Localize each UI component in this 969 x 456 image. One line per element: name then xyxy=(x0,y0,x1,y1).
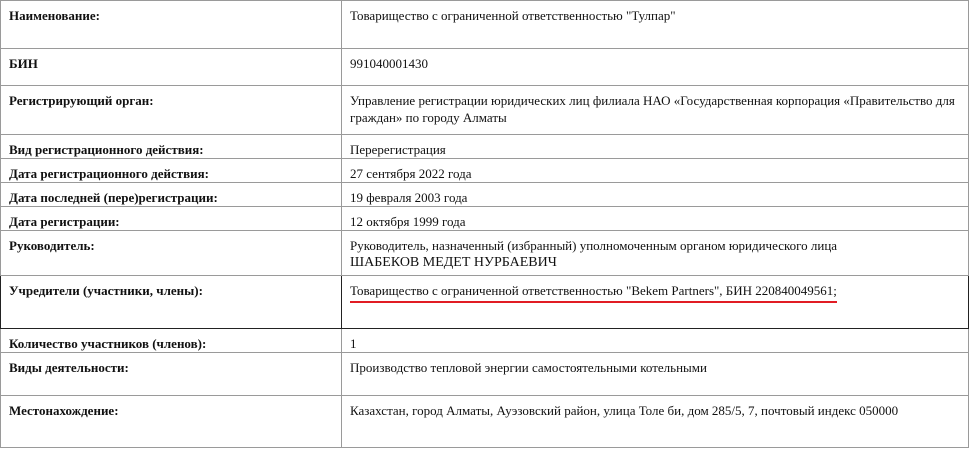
field-value: 19 февраля 2003 года xyxy=(342,183,969,207)
table-row xyxy=(1,276,969,329)
field-label: Дата регистрации: xyxy=(1,207,342,231)
table-row xyxy=(1,135,969,159)
field-value: 991040001430 xyxy=(342,49,969,86)
field-label: Руководитель: xyxy=(1,231,342,276)
table-row xyxy=(1,159,969,183)
table-row xyxy=(1,329,969,353)
table-row xyxy=(1,49,969,86)
field-value: 12 октября 1999 года xyxy=(342,207,969,231)
field-value: Товарищество с ограниченной ответственностью "Тулпар" xyxy=(342,1,969,49)
field-value: 27 сентября 2022 года xyxy=(342,159,969,183)
field-label: Регистрирующий орган: xyxy=(1,86,342,135)
director-name: ШАБЕКОВ МЕДЕТ НУРБАЕВИЧ xyxy=(350,255,557,270)
field-value: 1 xyxy=(342,329,969,353)
table-row xyxy=(1,183,969,207)
founder-highlight: Товарищество с ограниченной ответственностью "Bekem Partners", БИН 220840049561; xyxy=(350,282,837,303)
field-label: Дата последней (пере)регистрации: xyxy=(1,183,342,207)
table-row xyxy=(1,396,969,448)
field-label: Дата регистрационного действия: xyxy=(1,159,342,183)
field-label: Количество участников (членов): xyxy=(1,329,342,353)
table-row xyxy=(1,86,969,135)
field-label: БИН xyxy=(1,49,342,86)
director-role: Руководитель, назначенный (избранный) уполномоченным органом юридического лица xyxy=(350,238,838,253)
field-label: Вид регистрационного действия: xyxy=(1,135,342,159)
field-label: Наименование: xyxy=(1,1,342,49)
table-row xyxy=(1,231,969,276)
table-row xyxy=(1,207,969,231)
table-row xyxy=(1,1,969,49)
field-value: Перерегистрация xyxy=(342,135,969,159)
field-label: Учредители (участники, члены): xyxy=(1,276,342,329)
field-label: Виды деятельности: xyxy=(1,353,342,396)
field-value: Производство тепловой энергии самостоятельными котельными xyxy=(342,353,969,396)
table-row xyxy=(1,353,969,396)
field-value xyxy=(342,231,969,276)
field-value: Управление регистрации юридических лиц филиала НАО «Государственная корпорация «Правительство для граждан» по городу Алматы xyxy=(342,86,969,135)
field-label: Местонахождение: xyxy=(1,396,342,448)
field-value xyxy=(342,276,969,329)
field-value: Казахстан, город Алматы, Ауэзовский район, улица Толе би, дом 285/5, 7, почтовый индекс 050000 xyxy=(342,396,969,448)
